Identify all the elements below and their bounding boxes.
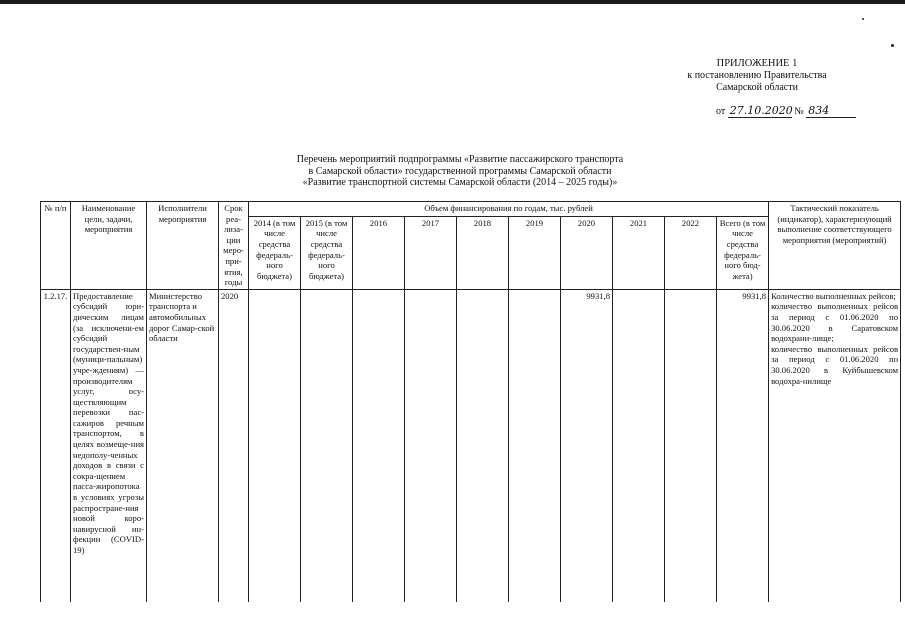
cell-2019 bbox=[509, 289, 561, 602]
order-number: 834 bbox=[806, 104, 856, 118]
document-title-line-2: в Самарской области» государственной программы Самарской области bbox=[308, 165, 612, 177]
header-year-2022: 2022 bbox=[665, 216, 717, 289]
indicator-line-1: Количество выполненных рейсов; bbox=[771, 290, 896, 301]
header-year-2019: 2019 bbox=[509, 216, 561, 289]
measures-table bbox=[40, 201, 901, 602]
header-year-2017: 2017 bbox=[405, 216, 457, 289]
cell-total: 9931,8 bbox=[717, 289, 769, 602]
header-name: Наименование цели, задачи, мероприятия bbox=[71, 202, 147, 290]
cell-2016 bbox=[353, 289, 405, 602]
cell-2020: 9931,8 bbox=[561, 289, 613, 602]
header-year-2021: 2021 bbox=[613, 216, 665, 289]
indicator-line-3: количество выполненных рейсов за период с 01.06.2020 по 30.06.2020 в Куйбышевском водохра-нилище bbox=[771, 343, 899, 386]
header-term: Срок реа-лиза-ции меро-при-ятия, годы bbox=[219, 202, 249, 290]
document-title-line-3: «Развитие транспортной системы Самарской области (2014 – 2025 годы)» bbox=[302, 177, 618, 188]
row-executor: Министерство транспорта и автомобильных дорог Самар-ской области bbox=[147, 289, 219, 602]
appendix-block bbox=[657, 58, 857, 94]
header-year-2015: 2015 (в том числе средства федераль-ного бюджета) bbox=[301, 216, 353, 289]
scan-speck bbox=[891, 44, 894, 47]
cell-2014 bbox=[249, 289, 301, 602]
order-reference bbox=[716, 104, 856, 118]
table-header-row bbox=[41, 202, 901, 217]
table-row bbox=[41, 289, 901, 602]
order-date: 27.10.2020 bbox=[729, 104, 793, 117]
document-title-line-1: Перечень мероприятий подпрограммы «Развитие пассажирского транспорта bbox=[296, 154, 624, 165]
header-executors: Исполнители мероприятия bbox=[147, 202, 219, 290]
header-year-2020: 2020 bbox=[561, 216, 613, 289]
row-indicator bbox=[769, 289, 901, 602]
appendix-line-2: Самарской области bbox=[716, 82, 798, 93]
cell-2021 bbox=[613, 289, 665, 602]
row-num: 1.2.17. bbox=[41, 289, 71, 602]
header-indicator: Тактический показатель (индикатор), характеризующий выполнение соответствующего мероприятия (мероприятий) bbox=[769, 202, 901, 290]
header-year-2014: 2014 (в том числе средства федераль-ного бюджета) bbox=[249, 216, 301, 289]
header-funding: Объем финансирования по годам, тыс. рублей bbox=[249, 202, 769, 217]
scan-speck bbox=[862, 18, 864, 20]
cell-2018 bbox=[457, 289, 509, 602]
document-title bbox=[200, 154, 720, 189]
scan-top-border bbox=[0, 0, 905, 4]
cell-2015 bbox=[301, 289, 353, 602]
order-number-label: № bbox=[794, 106, 804, 117]
appendix-title: ПРИЛОЖЕНИЕ 1 bbox=[716, 58, 798, 69]
indicator-line-2: количество выполненных рейсов за период с 01.06.2020 по 30.06.2020 в Саратовском водохрани-лище; bbox=[771, 301, 899, 344]
cell-2022 bbox=[665, 289, 717, 602]
header-year-2018: 2018 bbox=[457, 216, 509, 289]
row-name: Предоставление субсидий юри-дическим лицам (за исключени-ем субсидий государствен-ным (муници-пальным) учре-ждениям) — производителям услуг, осу-ществляющим перевозки пас-сажиров речным транспортом, в целях возмеще-ния недополу-ченных доходов в связи с сокра-щением пасса-жиропотока в условиях угрозы распростране-ния новой коро-навирусной ин-фекции (COVID-19) bbox=[71, 289, 147, 602]
appendix-line-1: к постановлению Правительства bbox=[687, 70, 827, 81]
order-from-label: от bbox=[716, 106, 726, 117]
cell-2017 bbox=[405, 289, 457, 602]
row-term: 2020 bbox=[219, 289, 249, 602]
header-total: Всего (в том числе средства федераль-ного бюд-жета) bbox=[717, 216, 769, 289]
header-year-2016: 2016 bbox=[353, 216, 405, 289]
header-num: № п/п bbox=[41, 202, 71, 290]
